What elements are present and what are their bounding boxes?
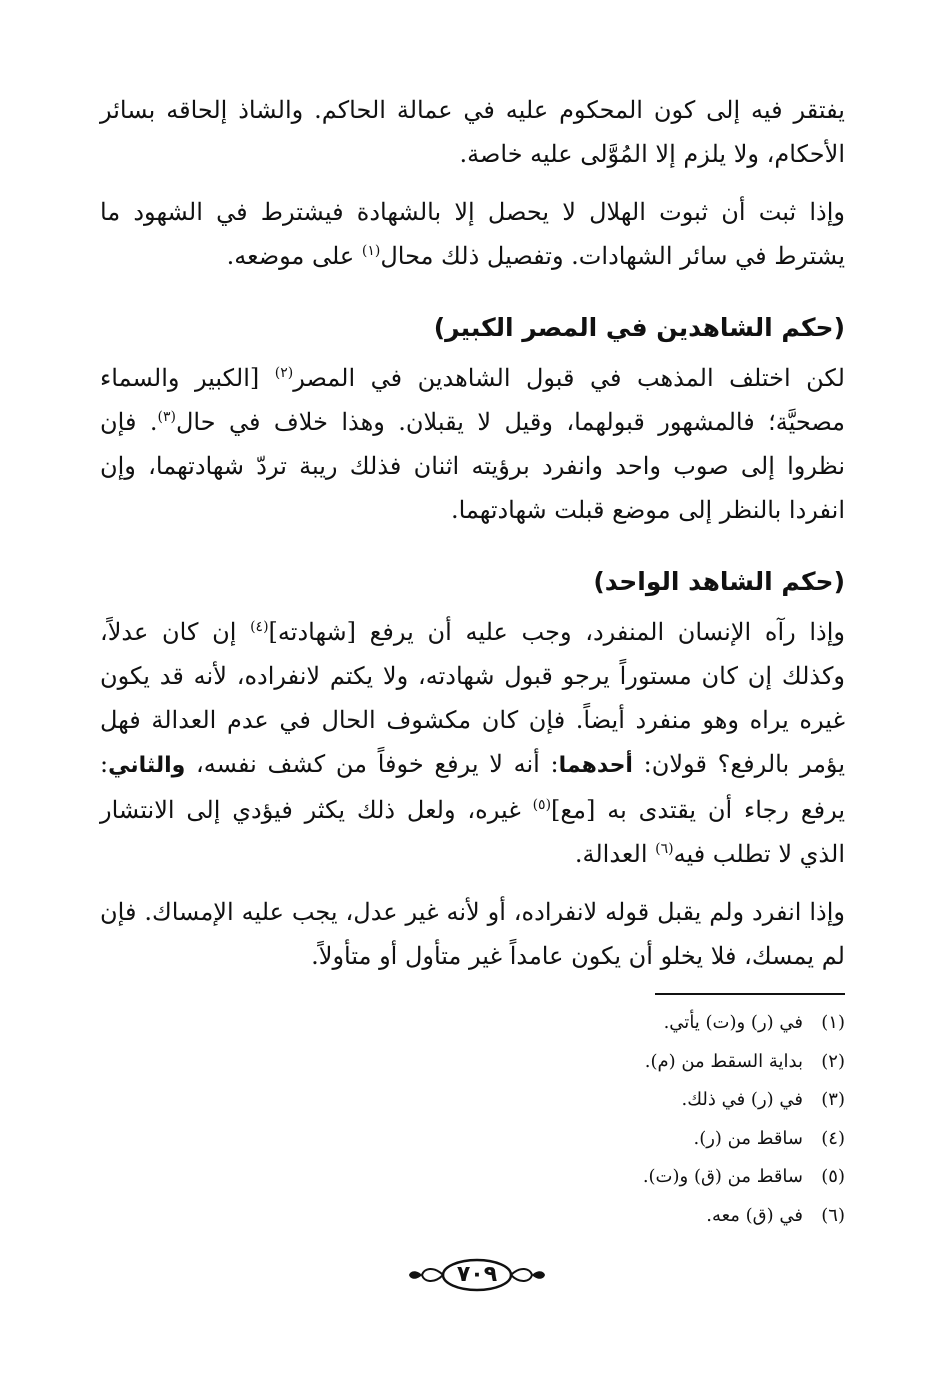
- footnote-item: [345, 1197, 845, 1236]
- footnote-ref[interactable]: (١): [361, 243, 381, 259]
- footnote-ref[interactable]: (٤): [250, 619, 269, 635]
- text-run: وإذا ثبت أن ثبوت الهلال لا يحصل إلا بالشهادة فيشترط في الشهود ما يشترط في سائر الشهادات. وتفصيل ذلك محال: [100, 198, 845, 270]
- footnote-ref[interactable]: (٦): [655, 841, 674, 857]
- text-run: : أنه لا يرفع خوفاً من كشف نفسه،: [185, 750, 559, 778]
- paragraph: [100, 190, 845, 278]
- bold-term: والثاني: [108, 753, 186, 778]
- footnote-number: (٤): [821, 1127, 845, 1149]
- section-heading: (حكم الشاهد الواحد): [593, 567, 845, 596]
- footnote-text: ساقط من (ق) و(ت).: [642, 1166, 803, 1187]
- footnote-text: في (ق) معه.: [706, 1204, 803, 1226]
- text-run: يفتقر فيه إلى كون المحكوم عليه في عمالة الحاكم. والشاذ إلحاقه بسائر الأحكام، ولا يلزم إلا المُوَّلى عليه خاصة.: [100, 96, 845, 168]
- paragraph: [100, 610, 845, 876]
- text-run: لكن اختلف المذهب في قبول الشاهدين في المصر: [293, 364, 845, 392]
- footnote-number: (١): [821, 1012, 845, 1033]
- bold-term: أحدهما: [558, 753, 633, 778]
- footnote-item: [345, 1043, 845, 1082]
- paragraph: [100, 88, 845, 176]
- footnote-item: [345, 1004, 845, 1043]
- intro-paragraphs: [100, 88, 845, 278]
- footnote-item: [345, 1081, 845, 1120]
- page-number: ٧٠٩: [456, 1262, 498, 1287]
- footnote-number: (٦): [821, 1204, 845, 1226]
- paragraph: [100, 890, 845, 978]
- page-body: [100, 88, 845, 978]
- text-run: وإذا رآه الإنسان المنفرد، وجب عليه أن يرفع [شهادته]: [268, 618, 845, 646]
- text-run: العدالة.: [574, 840, 656, 868]
- footnote-number: (٣): [821, 1089, 845, 1110]
- text-run: : يرفع رجاء أن يقتدى به [مع]: [100, 750, 845, 824]
- footnote-text: ساقط من (ر).: [693, 1127, 803, 1149]
- footnote-text: بداية السقط من (م).: [644, 1050, 803, 1072]
- footnote-ref[interactable]: (٥): [532, 797, 552, 813]
- footnotes: [345, 1004, 845, 1235]
- footnote-text: في (ر) و(ت) يأتي.: [663, 1012, 803, 1033]
- text-run: إن كان عدلاً، وكذلك إن كان مستوراً يرجو قبول شهادته، ولا يكتم لانفراده، لأنه قد يكون غيره يراه وهو منفرد أيضاً. فإن كان مكشوف الحال في عدم العدالة فهل يؤمر بالرفع؟ قولان:: [100, 618, 845, 778]
- text-run: على موضعه.: [226, 242, 362, 270]
- footnote-divider: [655, 993, 845, 995]
- footnote-text: في (ر) في ذلك.: [681, 1089, 803, 1110]
- page-number-ornament: [406, 1256, 548, 1294]
- text-run: غيره، ولعل ذلك يكثر فيؤدي إلى الانتشار الذي لا تطلب فيه: [100, 796, 845, 868]
- section-heading: (حكم الشاهدين في المصر الكبير): [433, 313, 845, 342]
- footnote-number: (٥): [821, 1166, 845, 1187]
- text-run: وإذا انفرد ولم يقبل قوله لانفراده، أو لأنه غير عدل، يجب عليه الإمساك. فإن لم يمسك، فلا يخلو أن يكون عامداً غير متأول أو متأولاً.: [100, 898, 845, 970]
- footnote-ref[interactable]: (٢): [274, 365, 294, 381]
- text-run: . فإن نظروا إلى صوب واحد وانفرد برؤيته اثنان فذلك ريبة تردّ شهادتهما، وإن انفردا بالنظر إلى موضع قبلت شهادتهما.: [100, 408, 845, 524]
- text-run: [الكبير والسماء مصحيَّة؛ فالمشهور قبولهما، وقيل لا يقبلان. وهذا خلاف في حال: [100, 364, 846, 436]
- footnote-item: [345, 1120, 845, 1159]
- paragraph: [100, 356, 845, 532]
- footnote-number: (٢): [821, 1050, 845, 1072]
- footnote-item: [345, 1158, 845, 1197]
- footnote-ref[interactable]: (٣): [157, 409, 176, 425]
